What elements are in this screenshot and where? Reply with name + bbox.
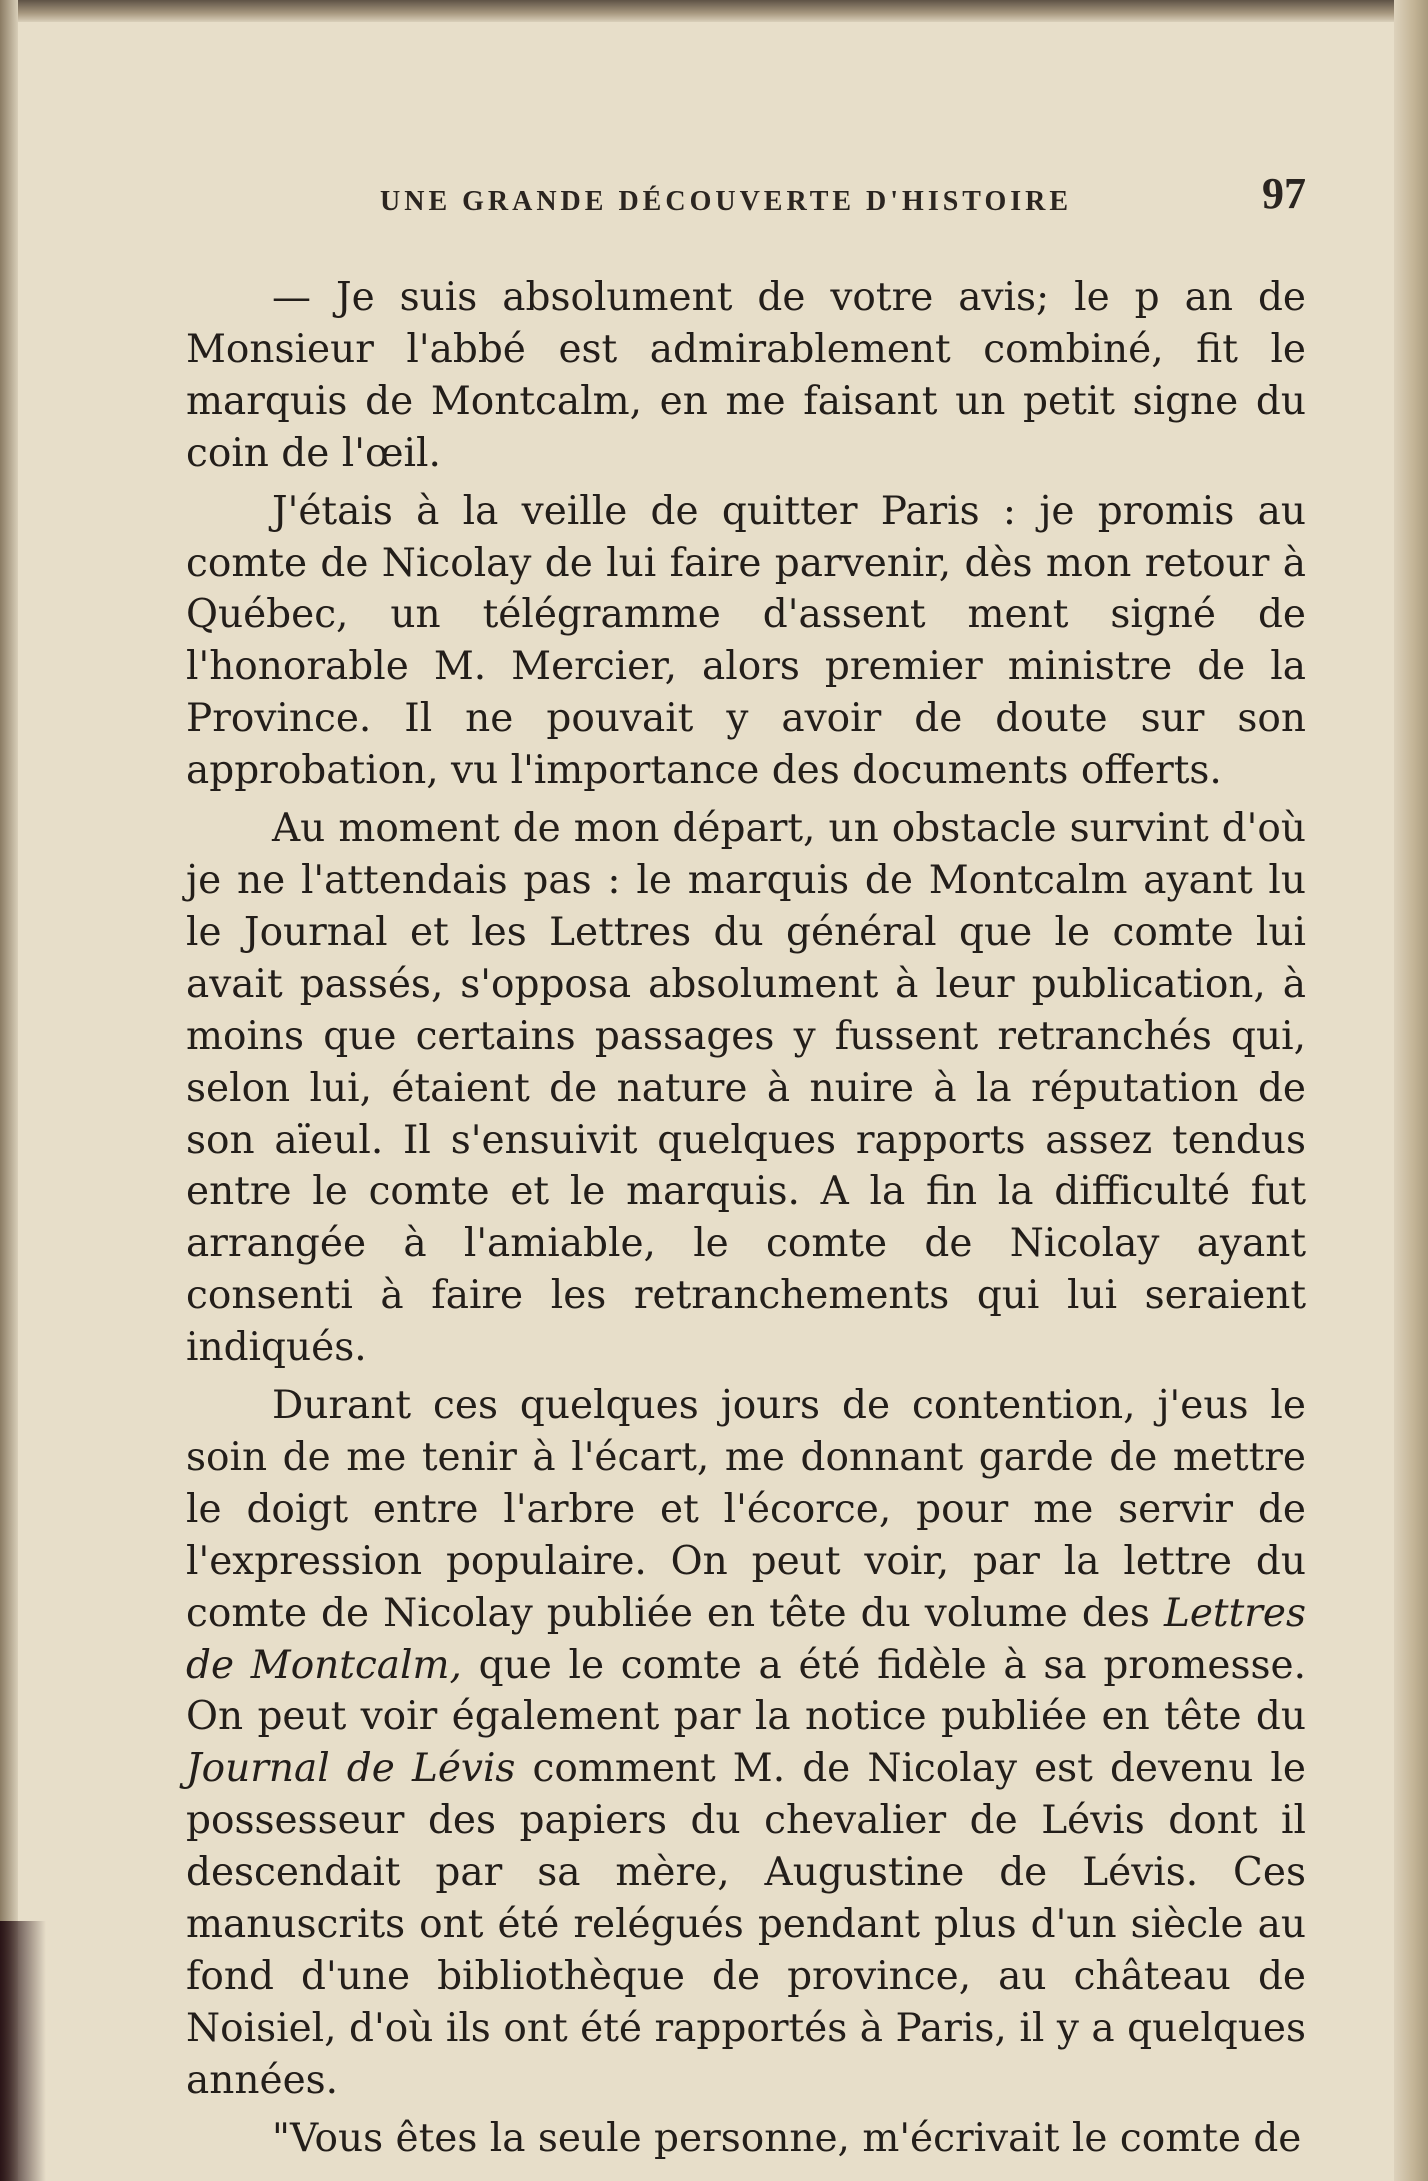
book-title: Journal de Lévis bbox=[186, 1746, 516, 1792]
paragraph: J'étais à la veille de quitter Paris : je promis au comte de Nicolay de lui faire parvenir, dès mon retour à Québec, un télégramme d'assent ment signé de l'honorable M. Mercier, alors premier ministre de la Province. Il ne pouvait y avoir de doute sur son approbation, vu l'importance des documents offerts. bbox=[186, 488, 1306, 794]
book-title: Lettres de Montcalm, bbox=[186, 1590, 1306, 1688]
paragraph-text: que le comte a été fidèle à sa promesse. On peut voir également par la notice publiée en tête du bbox=[186, 1642, 1306, 1740]
body-text bbox=[186, 272, 1306, 2165]
page-top-edge bbox=[0, 0, 1428, 22]
paragraph-text: Durant ces quelques jours de contention, j'eus le soin de me tenir à l'écart, me donnant garde de mettre le doigt entre l'arbre et l'écorce, pour me servir de l'expression populaire. On peut voir, par la lettre du comte de Nicolay publiée en tête du volume des bbox=[186, 1383, 1306, 1636]
binding-shadow bbox=[0, 1921, 46, 2181]
page-number: 97 bbox=[1262, 169, 1306, 218]
paragraph-text: comment M. de Nicolay est devenu le possesseur des papiers du chevalier de Lévis dont il descendait par sa mère, Augustine de Lévis. Ces manuscrits ont été relégués pendant plus d'un siècle au fond d'une bibliothèque de province, au château de Noisiel, d'où ils ont été rapportés à Paris, il y a quelques années. bbox=[186, 1746, 1306, 2103]
page-left-edge bbox=[0, 0, 18, 2181]
paragraph bbox=[186, 1380, 1306, 2107]
running-head: UNE GRANDE DÉCOUVERTE D'HISTOIRE bbox=[380, 186, 1073, 217]
paragraph: "Vous êtes la seule personne, m'écrivait le comte de bbox=[272, 2115, 1302, 2161]
paragraph: — Je suis absolument de votre avis; le p an de Monsieur l'abbé est admirablement combiné, fit le marquis de Montcalm, en me faisant un petit signe du coin de l'œil. bbox=[186, 275, 1306, 476]
page-right-edge bbox=[1394, 0, 1428, 2181]
paragraph: Au moment de mon départ, un obstacle survint d'où je ne l'attendais pas : le marquis de Montcalm ayant lu le Journal et les Lettres du général que le comte lui avait passés, s'opposa absolument à leur publication, à moins que certains passages y fussent retranchés qui, selon lui, étaient de nature à nuire à la réputation de son aïeul. Il s'ensuivit quelques rapports assez tendus entre le comte et le marquis. A la fin la difficulté fut arrangée à l'amiable, le comte de Nicolay ayant consenti à faire les retranchements qui lui seraient indiqués. bbox=[186, 806, 1306, 1371]
